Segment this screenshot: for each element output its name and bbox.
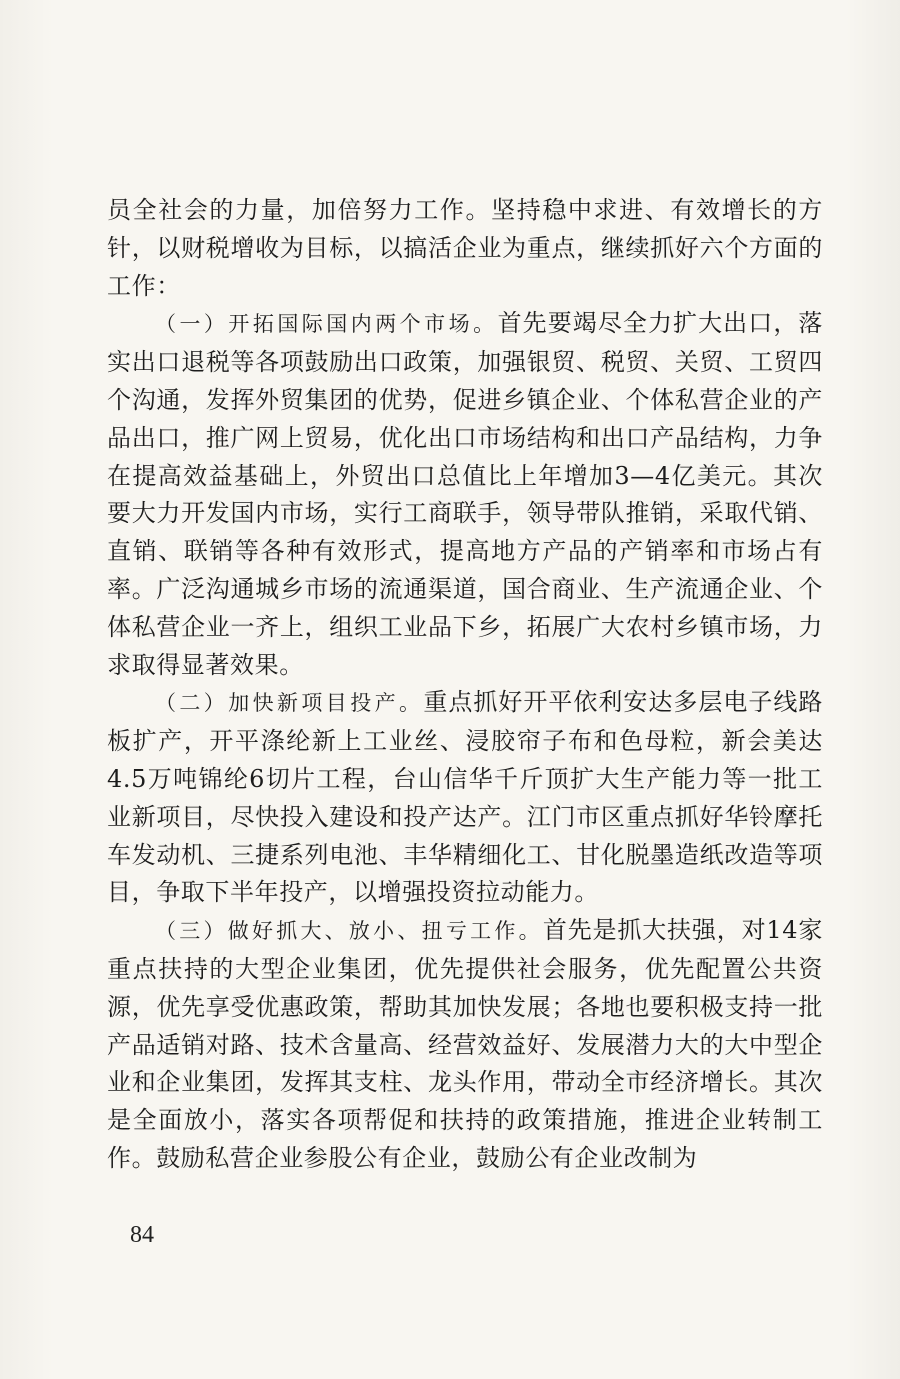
paragraph-intro (107, 192, 823, 305)
paragraph-text: 重点抓好开平依利安达多层电子线路板扩产，开平涤纶新上工业丝、浸胶帘子布和色母粒，新会美达4.5万吨锦纶6切片工程，台山信华千斤顶扩大生产能力等一批工业新项目，尽快投入建设和投产达产。江门市区重点抓好华铃摩托车发动机、三捷系列电池、丰华精细化工、甘化脱墨造纸改造等项目，争取下半年投产，以增强投资拉动能力。 (107, 688, 823, 907)
body-text (107, 192, 823, 1178)
paragraph-section-3 (107, 912, 823, 1178)
page-number: 84 (130, 1222, 154, 1248)
paragraph-text: 首先要竭尽全力扩大出口，落实出口退税等各项鼓励出口政策，加强银贸、税贸、关贸、工贸四个沟通，发挥外贸集团的优势，促进乡镇企业、个体私营企业的产品出口，推广网上贸易，优化出口市场结构和出口产品结构，力争在提高效益基础上，外贸出口总值比上年增加3—4亿美元。其次要大力开发国内市场，实行工商联手，领导带队推销，采取代销、直销、联销等各种有效形式，提高地方产品的产销率和市场占有率。广泛沟通城乡市场的流通渠道，国合商业、生产流通企业、个体私营企业一齐上，组织工业品下乡，拓展广大农村乡镇市场，力求取得显著效果。 (107, 309, 823, 679)
section-heading: （一）开拓国际国内两个市场。 (155, 312, 498, 337)
paragraph-section-2 (107, 684, 823, 912)
section-heading: （二）加快新项目投产。 (155, 691, 424, 716)
paragraph-text: 员全社会的力量，加倍努力工作。坚持稳中求进、有效增长的方针，以财税增收为目标，以搞活企业为重点，继续抓好六个方面的工作： (107, 196, 823, 300)
paragraph-text: 首先是抓大扶强，对14家重点扶持的大型企业集团，优先提供社会服务，优先配置公共资源，优先享受优惠政策，帮助其加快发展；各地也要积极支持一批产品适销对路、技术含量高、经营效益好、发展潜力大的大中型企业和企业集团，发挥其支柱、龙头作用，带动全市经济增长。其次是全面放小，落实各项帮促和扶持的政策措施，推进企业转制工作。鼓励私营企业参股公有企业，鼓励公有企业改制为 (107, 916, 824, 1172)
section-heading: （三）做好抓大、放小、扭亏工作。 (155, 919, 543, 944)
paragraph-section-1 (107, 305, 823, 684)
